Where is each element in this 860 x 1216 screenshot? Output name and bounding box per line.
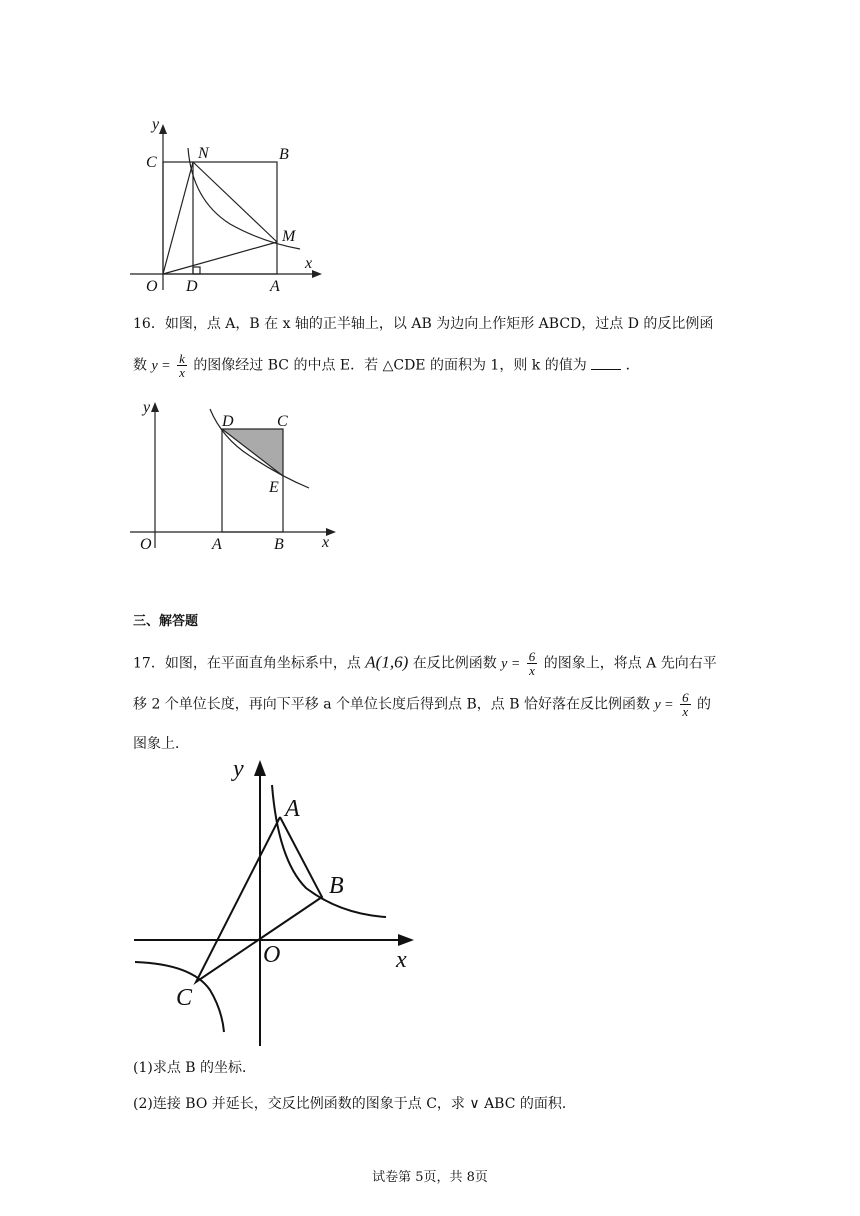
q17-function: y = [501,656,521,672]
x-axis-arrow [398,934,414,946]
q17-text-post: 的图象上，将点 A 先向右平 [543,655,717,672]
q17-text-2: 移 2 个单位长度，再向下平移 a 个单位长度后得到点 B，点 B 恰好落在反比例函数 [133,696,650,713]
q17-frac-num: 6 [528,649,536,664]
q17-function-2: y = [654,697,674,713]
label-A: A [270,278,280,295]
q16-text-post: 的图像经过 BC 的中点 E．若 △CDE 的面积为 1，则 k 的值为 [193,357,587,374]
q17-part-2: (2)连接 BO 并延长，交反比例函数的图象于点 C，求 ∨ ABC 的面积． [133,1096,576,1112]
q17-point-A: A(1,6) [365,652,409,672]
label-O: O [140,536,152,553]
label-C: C [176,985,193,1011]
label-y: y [152,116,160,133]
q16-function: y = [151,358,171,374]
q17-frac-den: x [529,663,535,678]
label-C: C [146,154,157,171]
label-y: y [143,399,151,416]
y-axis-arrow [254,760,266,776]
label-A: A [285,796,300,822]
q16-frac-num: k [179,351,185,366]
label-x: x [322,534,330,551]
q17-frac-num-2: 6 [682,690,689,705]
q16-line-1: 16．如图，点 A，B 在 x 轴的正半轴上，以 AB 为边向上作矩形 ABCD，过点 D 的反比例函 [133,316,714,332]
q16-text: 数 [133,357,147,374]
section-heading: 三、解答题 [133,614,199,629]
q17-line-3: 图象上． [133,736,189,752]
label-y: y [233,756,244,782]
q16-text-end: ． [625,357,640,374]
label-E: E [269,479,279,496]
label-x: x [305,255,313,272]
label-D: D [222,413,234,430]
label-B: B [274,536,284,553]
label-O: O [146,278,158,295]
page-footer: 试卷第 5页，共 8页 [372,1170,488,1185]
label-M: M [282,228,296,245]
q17-text: 17．如图，在平面直角坐标系中，点 [133,655,361,672]
q17-part-1: (1)求点 B 的坐标． [133,1060,257,1076]
label-N: N [198,145,209,162]
q17-frac-den-2: x [682,704,689,719]
label-O: O [263,942,281,968]
q17-text-2-post: 的 [697,696,712,713]
label-x: x [396,947,407,973]
label-D: D [186,278,198,295]
label-A: A [212,536,222,553]
q16-frac-den: x [179,365,185,380]
label-B: B [279,146,289,163]
q17-text-mid: 在反比例函数 [412,655,497,672]
label-B: B [329,873,344,899]
label-C: C [277,413,288,430]
